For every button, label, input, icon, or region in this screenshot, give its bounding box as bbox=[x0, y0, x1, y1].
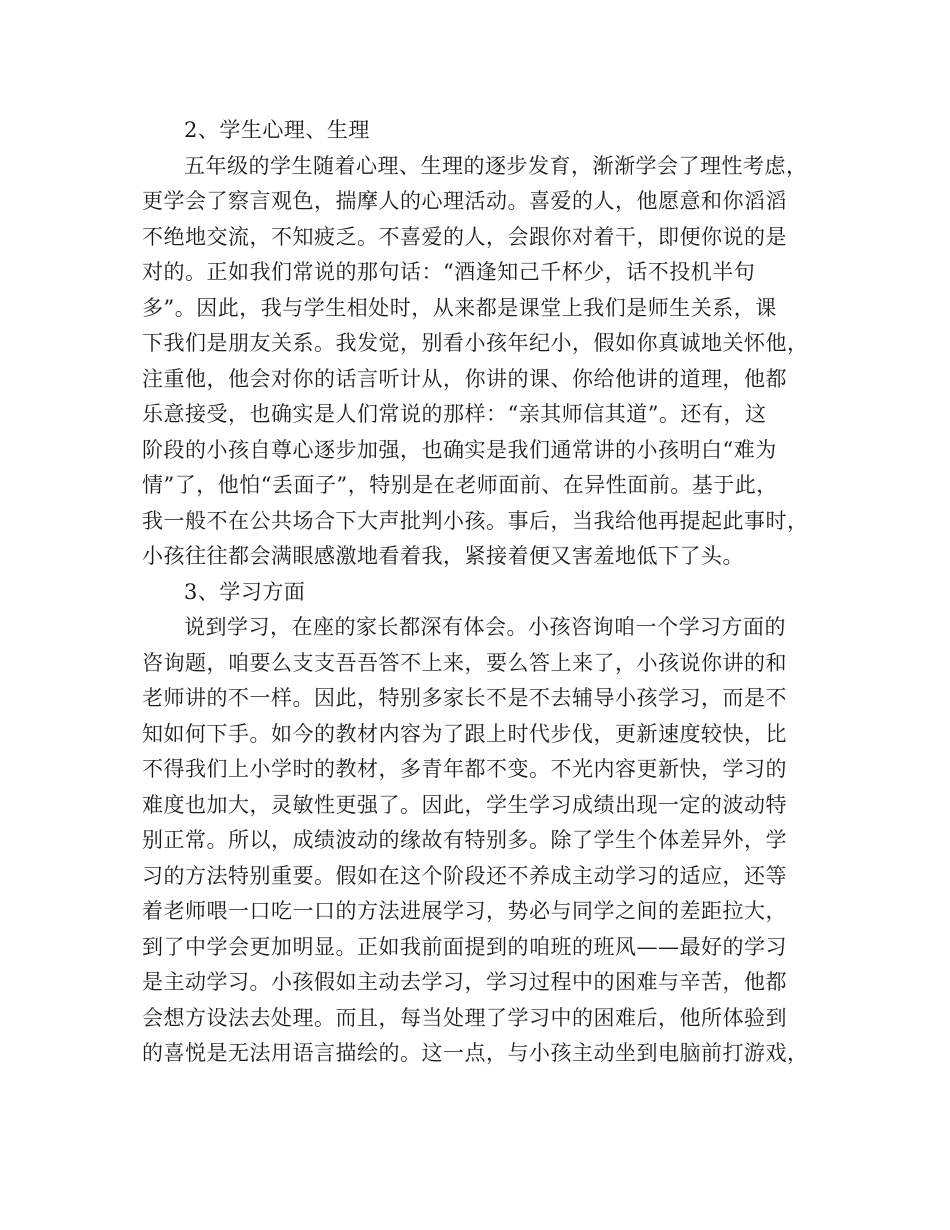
text-line: 不得我们上小学时的教材，多青年都不变。不光内容更新快，学习的 bbox=[142, 757, 787, 781]
text-line: 难度也加大，灵敏性更强了。因此，学生学习成绩出现一定的波动特 bbox=[142, 792, 787, 817]
text-line: 2、学生心理、生理 bbox=[184, 118, 370, 142]
text-line: 下我们是朋友关系。我发觉，别看小孩年纪小，假如你真诚地关怀他， bbox=[142, 331, 809, 355]
text-line: 注重他，他会对你的话言听计从，你讲的课、你给他讲的道理，他都 bbox=[142, 366, 787, 391]
text-line: 小孩往往都会满眼感激地看着我，紧接着便又害羞地低下了头。 bbox=[142, 544, 744, 568]
text-line: 会想方设法去处理。而且，每当处理了学习中的困难后，他所体验到 bbox=[142, 1005, 787, 1030]
text-line: 别正常。所以，成绩波动的缘故有特别多。除了学生个体差异外，学 bbox=[142, 828, 787, 852]
text-line: 着老师喂一口吃一口的方法进展学习，势必与同学之间的差距拉大， bbox=[142, 899, 787, 923]
text-line: 知如何下手。如今的教材内容为了跟上时代步伐，更新速度较快，比 bbox=[142, 721, 787, 746]
text-line: 说到学习，在座的家长都深有体会。小孩咨询咱一个学习方面的 bbox=[184, 615, 786, 639]
text-line: 情”了，他怕“丢面子”，特别是在老师面前、在异性面前。基于此， bbox=[142, 473, 778, 497]
text-line: 咨询题，咱要么支支吾吾答不上来，要么答上来了，小孩说你讲的和 bbox=[142, 650, 787, 675]
text-line: 是主动学习。小孩假如主动去学习，学习过程中的困难与辛苦，他都 bbox=[142, 970, 787, 994]
text-line: 我一般不在公共场合下大声批判小孩。事后，当我给他再提起此事时， bbox=[142, 508, 809, 533]
text-line: 到了中学会更加明显。正如我前面提到的咱班的班风——最好的学习 bbox=[142, 934, 787, 959]
text-line: 对的。正如我们常说的那句话：“酒逢知己千杯少，话不投机半句 bbox=[142, 260, 756, 284]
text-line: 的喜悦是无法用语言描绘的。这一点，与小孩主动坐到电脑前打游戏， bbox=[142, 1041, 809, 1065]
document-body bbox=[142, 113, 832, 1072]
text-line: 乐意接受，也确实是人们常说的那样：“亲其师信其道”。还有，这 bbox=[142, 402, 767, 426]
text-line: 多”。因此，我与学生相处时，从来都是课堂上我们是师生关系，课 bbox=[142, 295, 777, 320]
text-line: 不绝地交流，不知疲乏。不喜爱的人，会跟你对着干，即便你说的是 bbox=[142, 224, 787, 249]
text-line: 3、学习方面 bbox=[184, 579, 306, 604]
text-line: 习的方法特别重要。假如在这个阶段还不养成主动学习的适应，还等 bbox=[142, 863, 787, 888]
text-line: 更学会了察言观色，揣摩人的心理活动。喜爱的人，他愿意和你滔滔 bbox=[142, 189, 787, 213]
text-line: 阶段的小孩自尊心逐步加强，也确实是我们通常讲的小孩明白“难为 bbox=[142, 437, 777, 462]
text-line: 五年级的学生随着心理、生理的逐步发育，渐渐学会了理性考虑， bbox=[184, 153, 808, 178]
text-line: 老师讲的不一样。因此，特别多家长不是不去辅导小孩学习，而是不 bbox=[142, 686, 787, 710]
